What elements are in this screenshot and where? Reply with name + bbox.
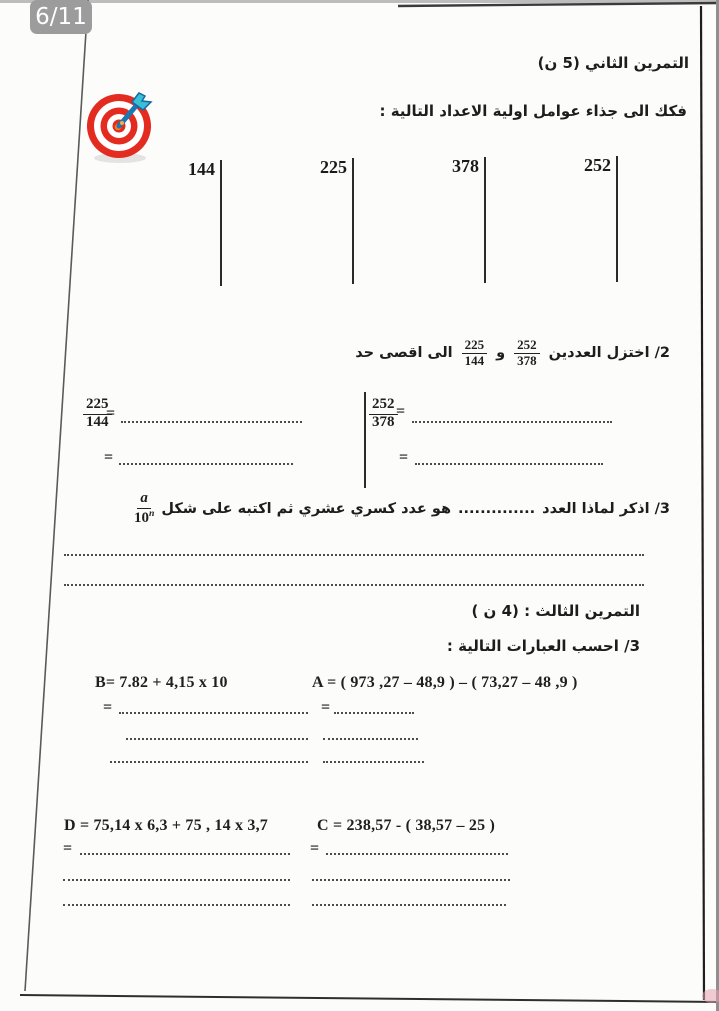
- factor-divider-bar: [616, 156, 618, 282]
- answer-line: [312, 902, 506, 906]
- answer-line: [334, 710, 414, 714]
- target-dart-icon: [82, 84, 158, 166]
- factor-divider-bar: [352, 158, 354, 284]
- equals-sign: =: [104, 449, 114, 466]
- work-area-divider: [364, 392, 366, 488]
- expression-D: D = 75,14 x 6,3 + 75 , 14 x 3,7: [64, 817, 268, 834]
- exercise3-title: التمرين الثالث : (4 ن ): [471, 602, 640, 620]
- equals-sign: =: [106, 405, 116, 422]
- work-fraction-225-144: $\frac{225}{144}$: [83, 397, 112, 431]
- question2-and: و: [496, 344, 506, 361]
- factor-divider-bar: [220, 160, 222, 286]
- question2-lead: 2/ اختزل العددين: [548, 344, 670, 361]
- answer-line: [119, 710, 308, 714]
- answer-line: [121, 419, 302, 423]
- page-number-badge: 6/11: [30, 0, 92, 34]
- factor-column-144: [188, 160, 222, 286]
- factor-column-378: [452, 157, 486, 283]
- answer-line: [312, 877, 510, 881]
- answer-line: [323, 736, 418, 740]
- answer-line: [415, 461, 603, 465]
- question3-mid: هو عدد كسري عشري ثم اكتبه على شكل: [161, 500, 452, 517]
- equals-sign: =: [399, 449, 409, 466]
- equals-sign: =: [321, 699, 331, 716]
- expression-C: C = 238,57 - ( 38,57 – 25 ): [317, 817, 496, 834]
- exercise2-instruction: فكك الى جذاء عوامل اولية الاعداد التالية :: [379, 102, 687, 120]
- answer-line: [119, 461, 293, 465]
- answer-line: [326, 851, 508, 855]
- fraction-225-144: $\frac{225}{144}$: [462, 338, 488, 367]
- answer-line: [63, 902, 290, 906]
- factor-column-225: [320, 158, 354, 284]
- equals-sign: =: [103, 699, 113, 716]
- factor-number: 225: [320, 157, 347, 177]
- factor-number: 144: [188, 159, 215, 179]
- question2-line: [355, 338, 670, 367]
- work-fraction-252-378: $\frac{252}{378}$: [369, 397, 398, 431]
- expression-A: A = ( 973 ,27 – 48,9 ) – ( 73,27 – 48 ,9 ): [312, 674, 578, 691]
- answer-line: [63, 877, 290, 881]
- fraction-a-over-10n: $\frac{a}{10^n}$: [133, 490, 155, 526]
- answer-line: [64, 552, 644, 556]
- factor-number: 378: [452, 156, 479, 176]
- equals-sign: =: [396, 403, 406, 420]
- fraction-252-378: $\frac{252}{378}$: [514, 338, 540, 367]
- answer-line: [64, 582, 644, 586]
- question3-blank-dots: ..............: [458, 500, 536, 517]
- expression-B: B= 7.82 + 4,15 x 10: [95, 674, 228, 691]
- question2-tail: الى اقصى حد: [355, 344, 453, 361]
- answer-line: [323, 759, 424, 763]
- factor-divider-bar: [484, 157, 486, 283]
- equals-sign: =: [63, 840, 73, 857]
- answer-line: [412, 419, 612, 423]
- factor-number: 252: [584, 155, 611, 175]
- factor-column-252: [584, 156, 618, 282]
- answer-line: [126, 736, 308, 740]
- question3-lead: 3/ اذكر لماذا العدد: [542, 500, 670, 517]
- question3-line: [134, 491, 670, 527]
- exercise2-title: التمرين الثاني (5 ن): [537, 54, 689, 72]
- answer-line: [110, 759, 308, 763]
- answer-line: [80, 851, 290, 855]
- exercise3-instruction: 3/ احسب العبارات التالية :: [446, 637, 640, 655]
- equals-sign: =: [310, 840, 320, 857]
